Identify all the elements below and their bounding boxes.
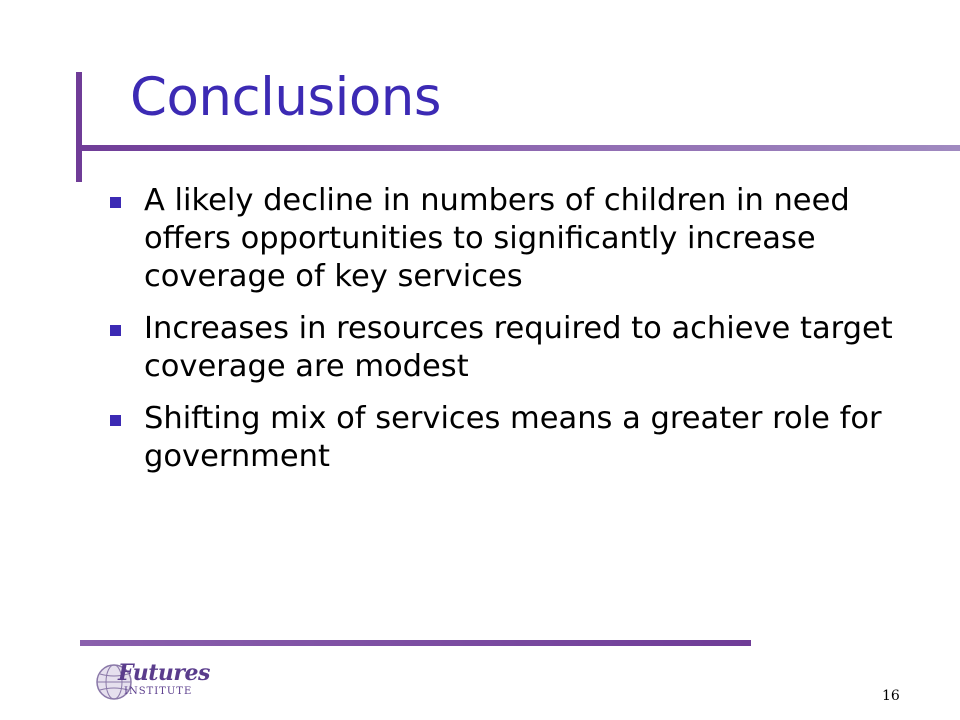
slide-title: Conclusions [130,67,441,128]
page-number: 16 [882,688,900,704]
bullet-item-2 [108,310,928,386]
bullet-text-2: Increases in resources required to achieve target coverage are modest [144,311,893,384]
footer-divider [80,640,751,646]
title-accent-vertical-bar [76,72,82,182]
square-bullet-icon [110,325,121,336]
bullet-text-1: A likely decline in numbers of children in need offers opportunities to significantly increase coverage of key services [144,183,850,294]
logo-wordmark: Futures [118,660,210,686]
logo-subtitle: INSTITUTE [124,686,193,697]
bullet-item-1 [108,182,928,296]
square-bullet-icon [110,197,121,208]
title-accent-horizontal-bar [76,145,960,151]
bullet-item-3 [108,400,928,476]
futures-institute-logo [94,658,214,704]
square-bullet-icon [110,415,121,426]
bullet-text-3: Shifting mix of services means a greater role for government [144,401,882,474]
bullet-list [108,182,928,490]
